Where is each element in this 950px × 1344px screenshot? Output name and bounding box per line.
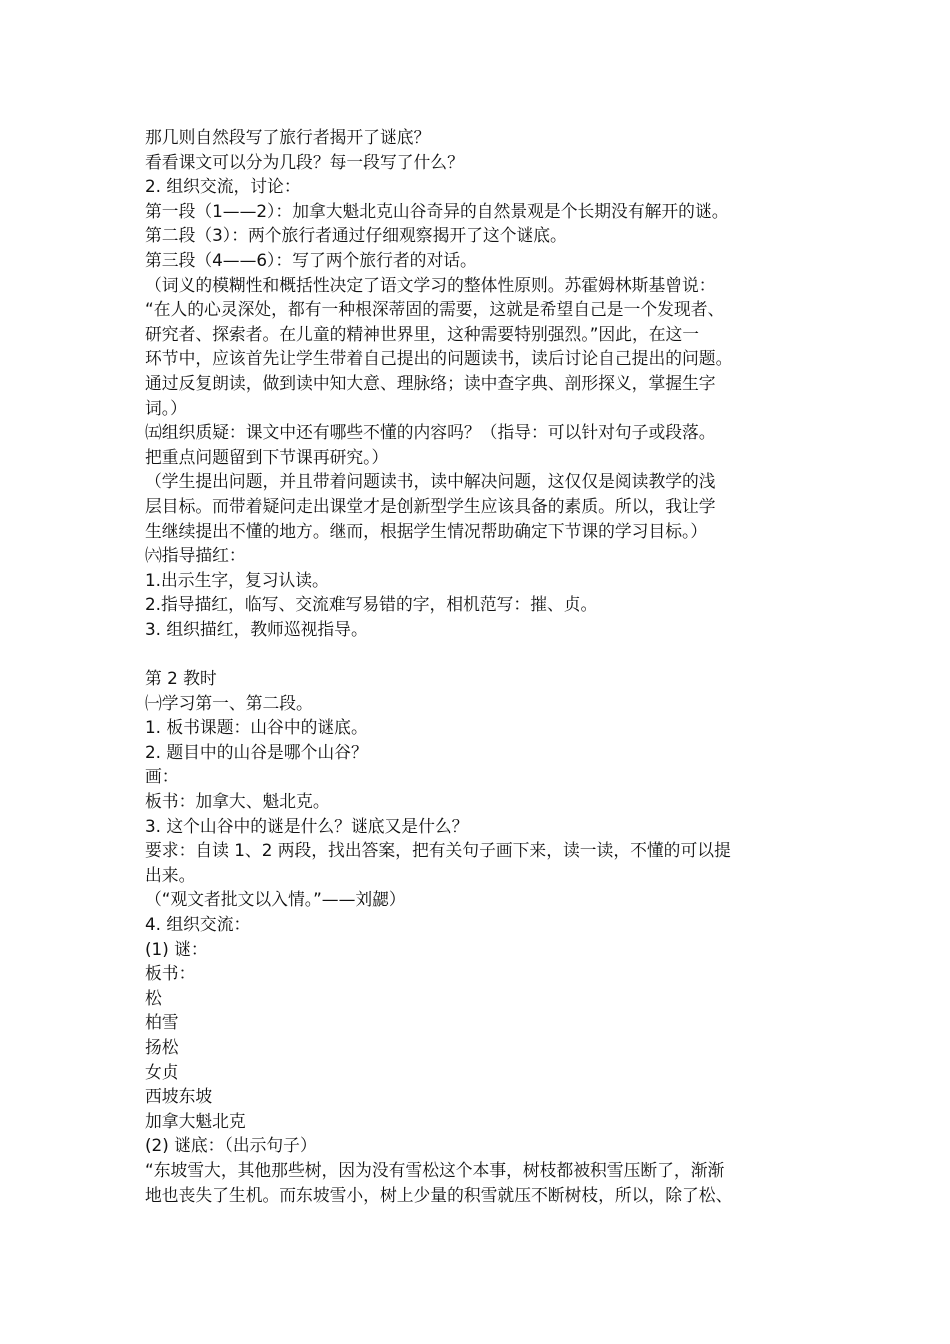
- text-line: （“观文者批文以入情。”——刘勰）: [145, 889, 406, 910]
- text-line: 扬松: [145, 1036, 179, 1057]
- text-line: （词义的模糊性和概括性决定了语文学习的整体性原则。苏霍姆林斯基曾说：: [145, 274, 716, 295]
- text-line: （学生提出问题，并且带着问题读书，读中解决问题，这仅仅是阅读教学的浅: [145, 471, 716, 492]
- text-line: 把重点问题留到下节课再研究。）: [145, 446, 389, 467]
- text-line: 第一段（1——2）：加拿大魁北克山谷奇异的自然景观是个长期没有解开的谜。: [145, 200, 729, 221]
- text-line: ㈠学习第一、第二段。: [145, 692, 313, 713]
- text-line: 西坡东坡: [145, 1086, 213, 1107]
- text-line: 2. 题目中的山谷是哪个山谷？: [145, 741, 368, 762]
- document-body: [145, 125, 825, 1207]
- text-line: 通过反复朗读，做到读中知大意、理脉络；读中查字典、剖形探义，掌握生字: [145, 372, 716, 393]
- text-line: 女贞: [145, 1061, 179, 1082]
- text-line: 词。）: [145, 397, 187, 418]
- text-line: 2. 组织交流，讨论：: [145, 176, 301, 197]
- text-line: 板书：加拿大、魁北克。: [145, 791, 330, 812]
- text-line: 环节中，应该首先让学生带着自己提出的问题读书，读后讨论自己提出的问题。: [145, 348, 733, 369]
- text-line: ㈤组织质疑：课文中还有哪些不懂的内容吗？（指导：可以针对句子或段落。: [145, 422, 716, 443]
- text-line: 板书：: [145, 963, 196, 984]
- text-line: 3. 组织描红，教师巡视指导。: [145, 618, 368, 639]
- text-line: 看看课文可以分为几段？每一段写了什么？: [145, 151, 464, 172]
- text-line: “东坡雪大，其他那些树，因为没有雪松这个本事，树枝都被积雪压断了，渐渐: [145, 1159, 725, 1180]
- text-line: 加拿大魁北克: [145, 1110, 246, 1131]
- blank-line: [145, 641, 825, 666]
- text-line: (1) 谜：: [145, 938, 208, 959]
- text-line: 1. 板书课题：山谷中的谜底。: [145, 717, 368, 738]
- text-line: “在人的心灵深处，都有一种根深蒂固的需要，这就是希望自己是一个发现者、: [145, 299, 725, 320]
- text-line: 出来。: [145, 864, 196, 885]
- text-line: 3. 这个山谷中的谜是什么？谜底又是什么？: [145, 815, 469, 836]
- text-line: 松: [145, 987, 162, 1008]
- text-line: 研究者、探索者。在儿童的精神世界里，这种需要特别强烈。”因此，在这一: [145, 323, 700, 344]
- text-line: 第三段（4——6）：写了两个旅行者的对话。: [145, 249, 477, 270]
- text-line: 4. 组织交流：: [145, 914, 251, 934]
- text-line: 画：: [145, 766, 179, 787]
- text-line: 那几则自然段写了旅行者揭开了谜底？: [145, 127, 431, 147]
- text-line: 第 2 教时: [145, 668, 217, 689]
- text-line: 生继续提出不懂的地方。继而，根据学生情况帮助确定下节课的学习目标。）: [145, 520, 708, 541]
- text-line: ㈥指导描红：: [145, 545, 246, 566]
- text-line: 柏雪: [145, 1012, 179, 1033]
- text-line: 2.指导描红，临写、交流难写易错的字，相机范写：摧、贞。: [145, 594, 598, 615]
- text-line: 1.出示生字，复习认读。: [145, 569, 329, 590]
- text-line: 地也丧失了生机。而东坡雪小，树上少量的积雪就压不断树枝，所以，除了松、: [145, 1184, 733, 1205]
- text-line: (2) 谜底：（出示句子）: [145, 1135, 317, 1156]
- text-line: 第二段（3）：两个旅行者通过仔细观察揭开了这个谜底。: [145, 225, 567, 246]
- text-line: 层目标。而带着疑问走出课堂才是创新型学生应该具备的素质。所以，我让学: [145, 495, 716, 516]
- text-line: 要求：自读 1、2 两段，找出答案，把有关句子画下来，读一读，不懂的可以提: [145, 840, 731, 861]
